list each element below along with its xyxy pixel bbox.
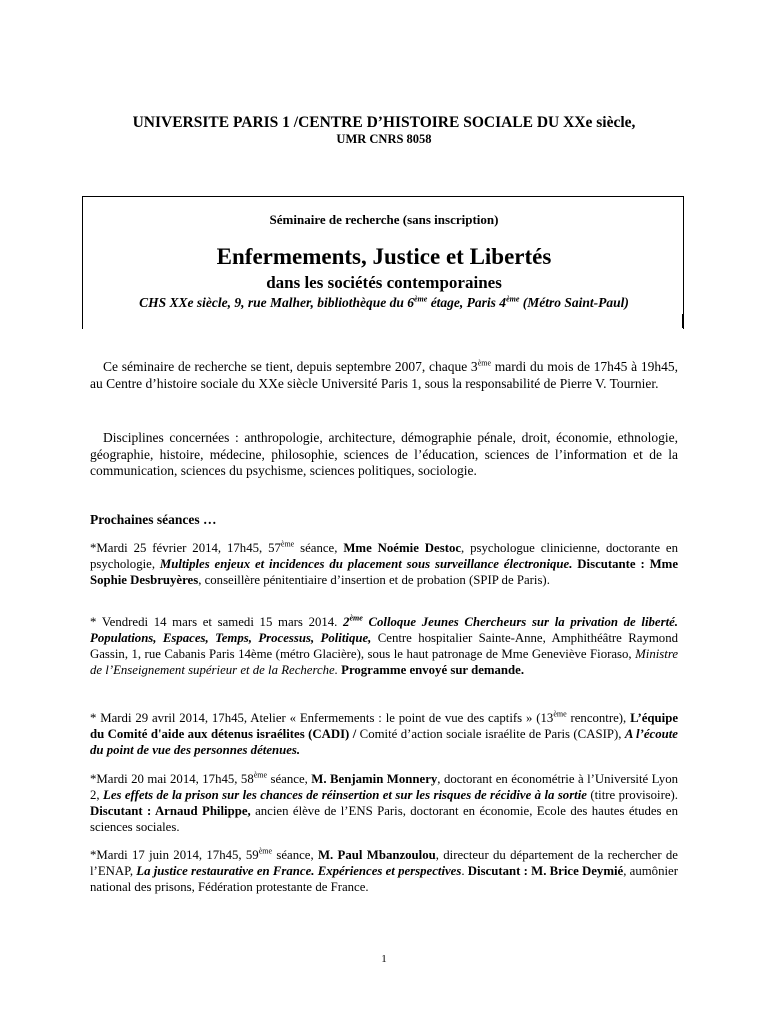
session-text: , conseillère pénitentiaire d’insertion et de probation (SPIP de Paris). — [198, 573, 550, 587]
session-topic: Les effets de la prison sur les chances de réinsertion et sur les risques de récidive à la sortie — [103, 788, 587, 802]
colloque-number: 2 — [343, 615, 350, 629]
session-sup: ème — [349, 613, 363, 623]
speaker-name: M. Benjamin Monnery — [311, 772, 438, 786]
discussant-name: Discutante : Mme Sophie Desbruyères — [90, 557, 678, 587]
seminar-address — [0, 294, 768, 311]
session-text: Comité d’action sociale israélite de Paris (CASIP), — [356, 727, 625, 741]
session-text: , psychologue clinicienne, doctorante en psychologie, — [90, 541, 678, 571]
session-text: *Mardi 17 juin 2014, 17h45, 59 — [90, 848, 259, 862]
session-sup: ème — [280, 539, 295, 549]
session-text: ancien élève de l’ENS Paris, doctorant en économie, Ecole des hautes études en sciences sociales. — [90, 804, 678, 834]
session-sup: ème — [553, 709, 567, 719]
minister-title: Ministre de l’Enseignement supérieur et de la Recherche. — [90, 647, 678, 677]
session-text: séance, — [272, 848, 318, 862]
session-text: , aumônier national des prisons, Fédération protestante de France. — [90, 864, 678, 894]
session-topic: La justice restaurative en France. Expériences et perspectives — [136, 864, 462, 878]
session-text: séance, — [294, 541, 344, 555]
address-part: (Métro Saint-Paul) — [519, 295, 629, 310]
seminar-title: Enfermements, Justice et Libertés — [216, 244, 552, 269]
session-text: , doctorant en économétrie à l’Université Lyon 2, — [90, 772, 678, 802]
university-subtitle: UMR CNRS 8058 — [336, 132, 432, 146]
session-sup: ème — [253, 770, 268, 780]
box-corner-right — [682, 314, 683, 328]
session-entry-4 — [90, 771, 678, 835]
session-text: séance, — [267, 772, 312, 786]
seminar-subtitle: dans les sociétés contemporaines — [266, 273, 502, 292]
session-entry-5 — [90, 847, 678, 895]
speaker-name: M. Paul Mbanzoulou — [317, 848, 436, 862]
session-sup: ème — [258, 846, 273, 856]
session-text: , directeur du département de la rechercher de l’ENAP, — [90, 848, 678, 878]
intro-sup: ème — [477, 358, 492, 368]
session-entry-2 — [90, 614, 678, 678]
intro-text: mardi du mois de 17h45 à 19h45, au Centre d’histoire sociale du XXe siècle Université Paris 1, sous la responsabilité de Pierre V. Tournier. — [90, 359, 678, 391]
session-text: *Mardi 25 février 2014, 17h45, 57 — [90, 541, 281, 555]
disciplines-paragraph: Disciplines concernées : anthropologie, architecture, démographie pénale, droit, économie, ethnologie, géographie, histoire, médecine, philosophie, sciences de l’éducation, sciences de l’information et de la communication, sciences du psychisme, sciences politiques, sociologie. — [90, 430, 678, 478]
seminar-kicker: Séminaire de recherche (sans inscription) — [269, 212, 499, 227]
session-topic: Colloque Jeunes Chercheurs sur la privation de liberté. Populations, Espaces, Temps, Processus, Politique, — [90, 615, 678, 645]
session-text: Centre hospitalier Sainte-Anne, Amphithéâtre Raymond Gassin, 1, rue Cabanis Paris 14ème (métro Glacière), sous le haut patronage de Mme Geneviève Fioraso, — [90, 631, 678, 661]
session-topic: Multiples enjeux et incidences du placement sous surveillance électronique. — [159, 557, 573, 571]
speaker-name: L’équipe du Comité d'aide aux détenus israélites (CADI) / — [90, 711, 678, 741]
address-part: CHS XXe siècle, 9, rue Malher, bibliothèque du 6 — [139, 295, 414, 310]
intro-text: Ce séminaire de recherche se tient, depuis septembre 2007, chaque 3 — [103, 359, 478, 374]
session-entry-1 — [90, 540, 678, 588]
speaker-name: Mme Noémie Destoc — [343, 541, 462, 555]
discussant-name: Discutant : Arnaud Philippe, — [90, 804, 251, 818]
session-text: *Mardi 20 mai 2014, 17h45, 58 — [90, 772, 254, 786]
session-text: * Vendredi 14 mars et samedi 15 mars 2014. — [90, 615, 344, 629]
session-topic: A l’écoute du point de vue des personnes détenues. — [90, 727, 678, 757]
session-entry-3 — [90, 710, 678, 758]
discussant-name: Discutant : M. Brice Deymié — [467, 864, 624, 878]
session-text: (titre provisoire). — [586, 788, 678, 802]
upcoming-heading: Prochaines séances … — [90, 512, 217, 527]
intro-paragraph — [90, 359, 678, 392]
page-number: 1 — [381, 953, 387, 965]
address-sup: ème — [506, 294, 520, 304]
box-corner-left — [82, 314, 83, 328]
program-note: Programme envoyé sur demande. — [341, 663, 525, 677]
university-title: UNIVERSITE PARIS 1 /CENTRE D’HISTOIRE SOCIALE DU XXe siècle, — [132, 114, 636, 131]
session-text: rencontre), — [566, 711, 631, 725]
address-sup: ème — [413, 294, 428, 304]
address-part: étage, Paris 4 — [427, 295, 507, 310]
session-text: . — [461, 864, 468, 878]
session-text: * Mardi 29 avril 2014, 17h45, Atelier « Enfermements : le point de vue des captifs » (13 — [90, 711, 554, 725]
